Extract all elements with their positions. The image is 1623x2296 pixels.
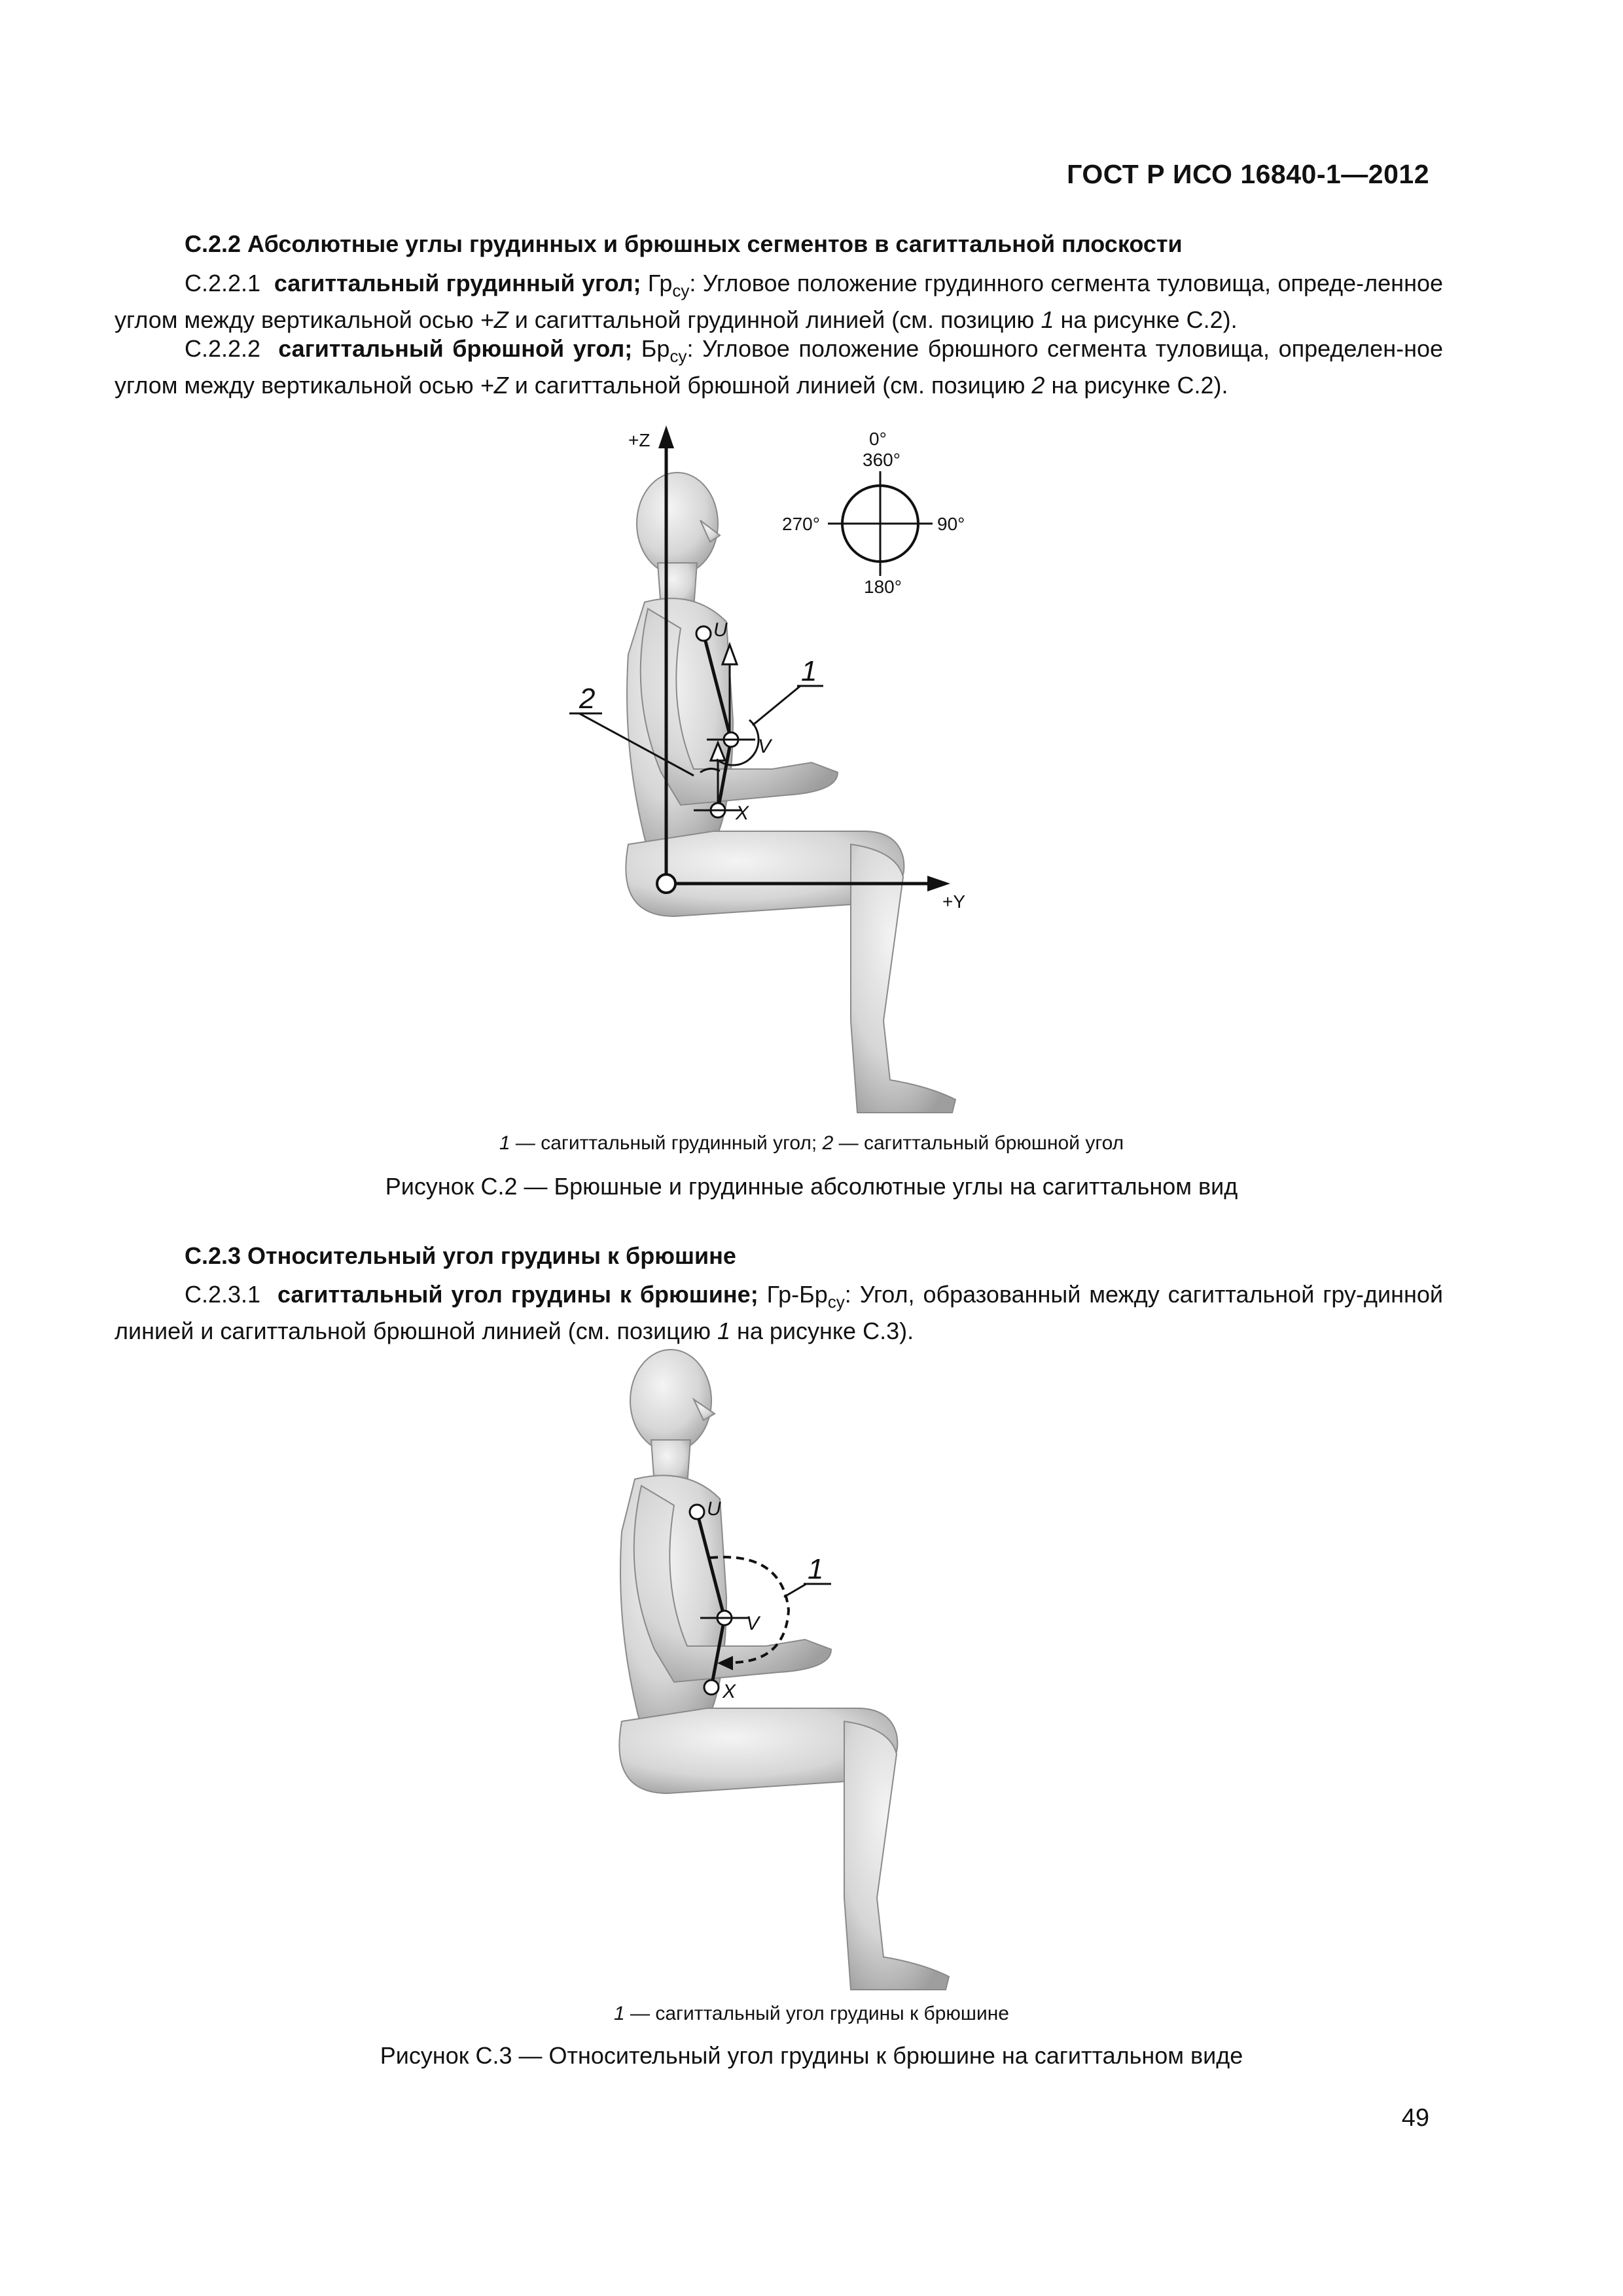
angle-compass <box>782 429 965 597</box>
compass-180-label: 180° <box>864 577 902 597</box>
figure-c3-caption: Рисунок C.3 — Относительный угол грудины к брюшине на сагиттальном виде <box>380 2042 1243 2069</box>
compass-0-label: 0° <box>869 429 887 449</box>
legend-number: 2 <box>822 1132 834 1154</box>
legend-text: — сагиттальный брюшной угол <box>833 1132 1124 1154</box>
callout-1-label: 1 <box>801 655 817 687</box>
legend-number: 1 <box>613 2003 625 2024</box>
definition-text: : Угловое положение грудинного сегмента туловища, опреде-ленное углом между вертикальной осью <box>115 270 1443 333</box>
axis-y-label: +Y <box>942 891 966 912</box>
paragraph-number: C.2.2.1 <box>185 270 261 296</box>
legend-number: 1 <box>499 1132 510 1154</box>
axis-z-label: +Z <box>628 430 651 450</box>
point-u-label: U <box>707 1498 721 1520</box>
compass-270-label: 270° <box>782 514 820 534</box>
point-v-label: V <box>746 1613 760 1634</box>
position-ref: 2 <box>1031 372 1045 399</box>
symbol-subscript: cy <box>672 281 690 300</box>
symbol-subscript: cy <box>669 346 687 366</box>
section-heading-c22: C.2.2 Абсолютные углы грудинных и брюшных сегментов в сагиттальной плоскости <box>185 230 1183 257</box>
symbol-subscript: cy <box>827 1292 845 1312</box>
position-ref: 1 <box>717 1318 730 1344</box>
paragraph-c222 <box>115 331 1443 404</box>
compass-90-label: 90° <box>937 514 965 534</box>
document-id: ГОСТ Р ИСО 16840-1—2012 <box>1067 159 1429 189</box>
definition-text: на рисунке C.3). <box>730 1318 914 1344</box>
definition-text: : Угловое положение брюшного сегмента туловища, определен-ное углом между вертикальной осью <box>115 335 1443 399</box>
legend-text: — сагиттальный грудинный угол; <box>510 1132 823 1154</box>
figure-c2-caption: Рисунок C.2 — Брюшные и грудинные абсолютные углы на сагиттальном вид <box>385 1173 1238 1200</box>
point-u <box>690 1505 704 1519</box>
definition-text: и сагиттальной грудинной линией (см. позицию <box>508 306 1041 333</box>
axis-ref: +Z <box>480 372 508 399</box>
paragraph-c231 <box>115 1276 1443 1350</box>
point-x <box>704 1680 719 1695</box>
figure-c3-legend <box>0 2003 1623 2025</box>
definition-text: : Угол, образованный между сагиттальной гру-динной линией и сагиттальной брюшной линией (см. позицию <box>115 1281 1443 1344</box>
definition-text: на рисунке C.2). <box>1044 372 1228 399</box>
position-ref: 1 <box>1041 306 1054 333</box>
definition-text: на рисунке C.2). <box>1054 306 1238 333</box>
point-u-label: U <box>713 619 728 641</box>
callout-1-leader <box>784 1584 806 1597</box>
point-u <box>696 626 711 641</box>
paragraph-c221 <box>115 265 1443 338</box>
symbol: Бр <box>641 335 670 362</box>
origin-point <box>657 874 675 893</box>
symbol: Гр <box>647 270 673 296</box>
paragraph-number: C.2.3.1 <box>185 1281 261 1308</box>
paragraph-number: C.2.2.2 <box>185 335 261 362</box>
page-number: 49 <box>1401 2104 1429 2132</box>
seated-human-figure <box>626 473 955 1113</box>
seated-human-figure <box>619 1350 949 1990</box>
axis-ref: +Z <box>480 306 508 333</box>
point-x-label: X <box>722 1681 736 1702</box>
callout-2-label: 2 <box>579 683 596 715</box>
point-x-label: X <box>736 802 749 824</box>
figure-c2-legend <box>0 1132 1623 1155</box>
term: сагиттальный грудинный угол; <box>274 270 641 296</box>
callout-1-label: 1 <box>808 1553 824 1585</box>
callout-1-leader <box>753 686 800 725</box>
legend-text: — сагиттальный угол грудины к брюшине <box>624 2003 1009 2024</box>
symbol: Гр-Бр <box>766 1281 828 1308</box>
figure-c3 <box>576 1348 982 1996</box>
figure-c2 <box>550 412 1047 1126</box>
definition-text: и сагиттальной брюшной линией (см. позицию <box>508 372 1032 399</box>
term: сагиттальный угол грудины к брюшине; <box>277 1281 758 1308</box>
section-heading-c23: C.2.3 Относительный угол грудины к брюшине <box>185 1242 736 1269</box>
compass-360-label: 360° <box>863 450 901 470</box>
term: сагиттальный брюшной угол; <box>278 335 633 362</box>
point-v-label: V <box>758 736 772 757</box>
